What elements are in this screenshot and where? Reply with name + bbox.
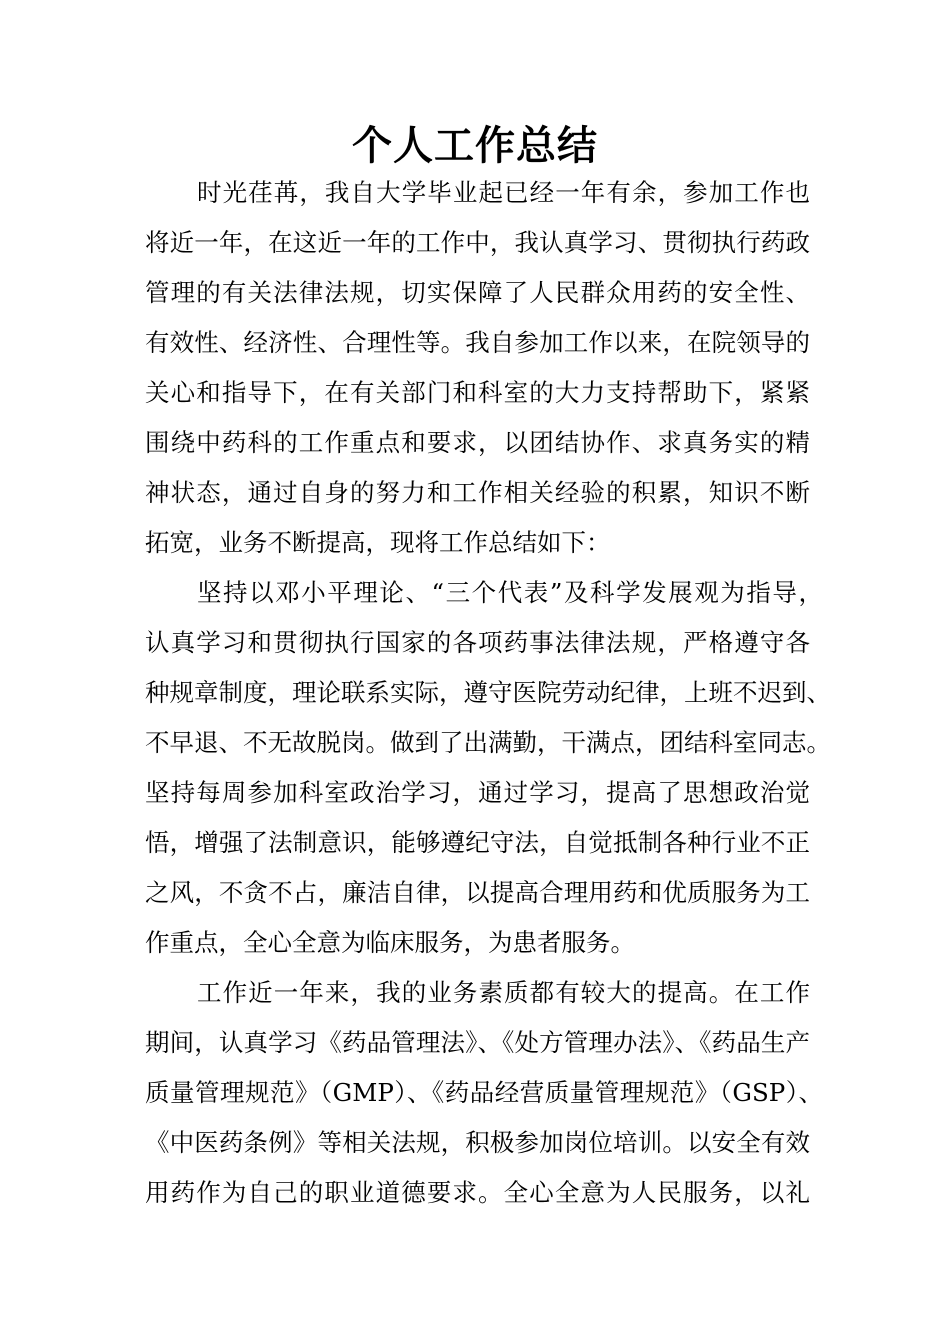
paragraph-line: 期间，认真学习《药品管理法》、《处方管理办法》、《药品生产 <box>145 1028 810 1057</box>
paragraph-line: 之风，不贪不占，廉洁自律，以提高合理用药和优质服务为工 <box>145 878 810 907</box>
paragraph-line: 认真学习和贯彻执行国家的各项药事法律法规，严格遵守各 <box>145 628 810 657</box>
paragraph-line: 时光荏苒，我自大学毕业起已经一年有余，参加工作也 <box>197 178 810 207</box>
paragraph-line: 神状态，通过自身的努力和工作相关经验的积累，知识不断 <box>145 478 810 507</box>
document-title: 个人工作总结 <box>352 123 598 169</box>
paragraph-line: 关心和指导下，在有关部门和科室的大力支持帮助下，紧紧 <box>145 378 810 407</box>
paragraph-line: 有效性、经济性、合理性等。我自参加工作以来，在院领导的 <box>145 328 810 357</box>
paragraph-line: 种规章制度，理论联系实际，遵守医院劳动纪律，上班不迟到、 <box>145 678 831 707</box>
paragraph-3 <box>145 968 825 1218</box>
paragraph-line: 坚持以邓小平理论、“三个代表”及科学发展观为指导， <box>197 578 823 607</box>
paragraph-line: 将近一年，在这近一年的工作中，我认真学习、贯彻执行药政 <box>145 228 810 257</box>
paragraph-line: 拓宽，业务不断提高，现将工作总结如下： <box>145 528 611 557</box>
document-body <box>145 168 831 1218</box>
paragraph-line: 不早退、不无故脱岗。做到了出满勤，干满点，团结科室同志。 <box>145 728 831 757</box>
paragraph-line: 质量管理规范》（GMP）、《药品经营质量管理规范》（GSP）、 <box>145 1078 823 1107</box>
paragraph-1 <box>145 168 825 568</box>
paragraph-line: 《中医药条例》等相关法规，积极参加岗位培训。以安全有效 <box>145 1128 810 1157</box>
paragraph-line: 用药作为自己的职业道德要求。全心全意为人民服务，以礼 <box>145 1178 810 1207</box>
paragraph-line: 悟，增强了法制意识，能够遵纪守法，自觉抵制各种行业不正 <box>145 828 810 857</box>
paragraph-line: 管理的有关法律法规，切实保障了人民群众用药的安全性、 <box>145 278 810 307</box>
paragraph-line: 工作近一年来，我的业务素质都有较大的提高。在工作 <box>197 978 810 1007</box>
paragraph-line: 坚持每周参加科室政治学习，通过学习，提高了思想政治觉 <box>145 778 810 807</box>
paragraph-line: 作重点，全心全意为临床服务，为患者服务。 <box>145 928 635 957</box>
paragraph-line: 围绕中药科的工作重点和要求，以团结协作、求真务实的精 <box>145 428 810 457</box>
paragraph-2 <box>145 568 831 968</box>
